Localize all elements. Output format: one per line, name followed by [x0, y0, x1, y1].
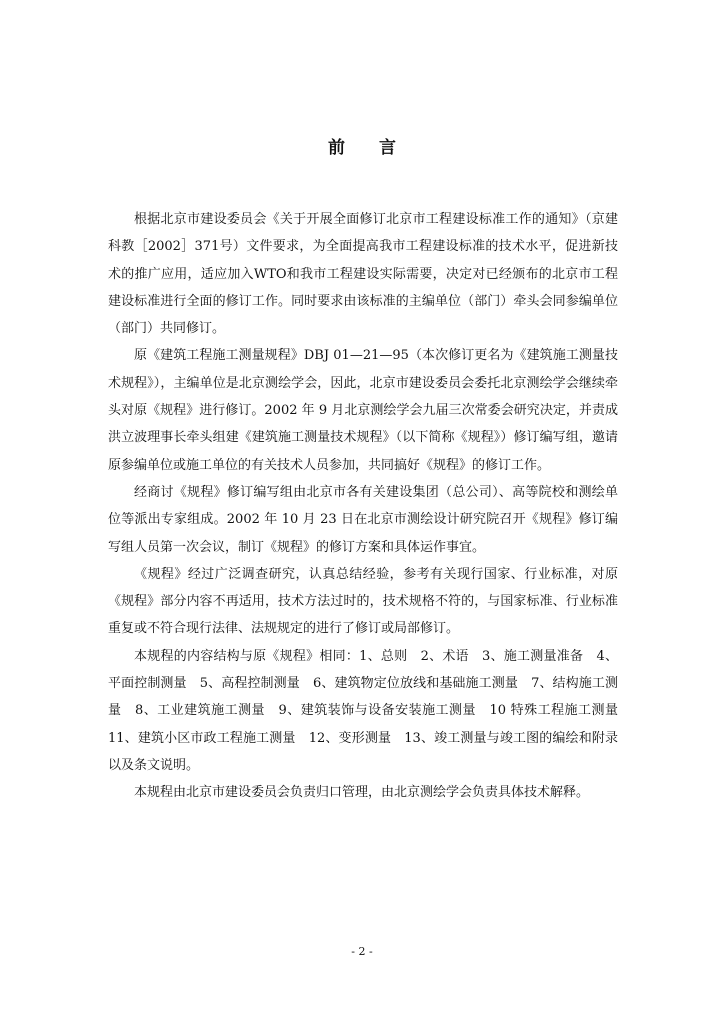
title-char-1: 前 — [328, 138, 345, 158]
title-char-2: 言 — [379, 138, 396, 158]
page-title — [0, 133, 724, 158]
paragraph-6: 本规程由北京市建设委员会负责归口管理，由北京测绘学会负责具体技术解释。 — [134, 785, 590, 801]
paragraph-5: 本规程的内容结构与原《规程》相同：1、总则 2、术语 3、施工测量准备 4、平面控制测量 5、高程控制测量 6、建筑物定位放线和基础施工测量 7、结构施工测量 8、工业建筑施工测量 9、建筑装饰与设备安装施工测量 10 特殊工程施工测量 11、建筑小区市政工程施工测量 12、变形测量 13、竣工测量与竣工图的编绘和附录以及条文说明。 — [108, 648, 632, 773]
document-body — [108, 206, 632, 807]
page-number: - 2 - — [351, 945, 373, 958]
paragraph-4: 《规程》经过广泛调查研究，认真总结经验，参考有关现行国家、行业标准，对原《规程》部分内容不再适用，技术方法过时的，技术规格不符的，与国家标准、行业标准重复或不符合现行法律、法规规定的进行了修订或局部修订。 — [108, 566, 618, 637]
paragraph-3: 经商讨《规程》修订编写组由北京市各有关建设集团（总公司）、高等院校和测绘单位等派出专家组成。2002 年 10 月 23 日在北京市测绘设计研究院召开《规程》修订编写组人员第一次会议，制订《规程》的修订方案和具体运作事宜。 — [108, 484, 618, 555]
paragraph-1: 根据北京市建设委员会《关于开展全面修订北京市工程建设标准工作的通知》（京建科教［2002］371号）文件要求，为全面提高我市工程建设标准的技术水平，促进新技术的推广应用，适应加入WTO和我市工程建设实际需要，决定对已经颁布的北京市工程建设标准进行全面的修订工作。同时要求由该标准的主编单位（部门）牵头会同参编单位（部门）共同修订。 — [108, 212, 618, 337]
paragraph-2: 原《建筑工程施工测量规程》DBJ 01—21—95（本次修订更名为《建筑施工测量技术规程》），主编单位是北京测绘学会，因此，北京市建设委员会委托北京测绘学会继续牵头对原《规程》进行修订。2002 年 9 月北京测绘学会九届三次常委会研究决定，并责成洪立波理事长牵头组建《建筑施工测量技术规程》（以下简称《规程》）修订编写组，邀请原参编单位或施工单位的有关技术人员参加，共同搞好《规程》的修订工作。 — [108, 348, 618, 473]
